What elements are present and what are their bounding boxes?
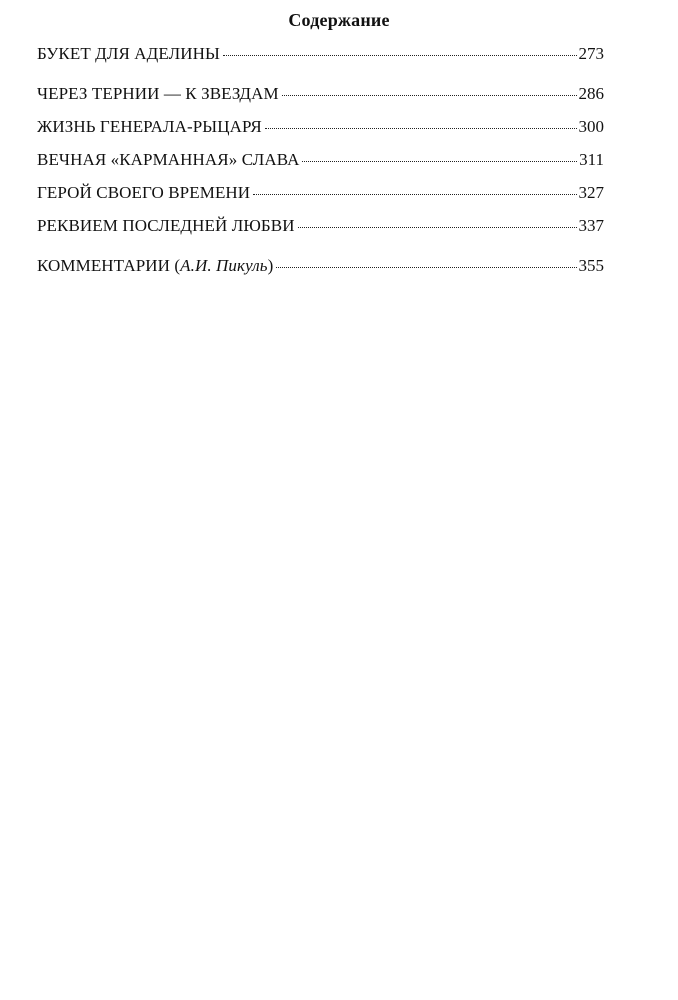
- toc-entry: [37, 216, 604, 236]
- toc-entry-page: 300: [578, 117, 604, 136]
- dot-leader: [265, 127, 577, 129]
- toc-entry: [37, 44, 604, 64]
- table-of-contents: [37, 44, 604, 276]
- dot-leader: [223, 54, 577, 56]
- dot-leader: [302, 160, 577, 162]
- toc-heading: Содержание: [288, 10, 390, 30]
- toc-entry-title: ГЕРОЙ СВОЕГО ВРЕМЕНИ: [37, 183, 251, 202]
- toc-entry-title-text: КОММЕНТАРИИ (: [37, 256, 181, 275]
- dot-leader: [276, 266, 576, 268]
- toc-entry-page: 273: [578, 44, 604, 63]
- toc-entry-title: ЖИЗНЬ ГЕНЕРАЛА-РЫЦАРЯ: [37, 117, 262, 136]
- toc-entry-page: 311: [579, 150, 604, 169]
- toc-entry-page: 355: [578, 256, 604, 275]
- toc-entry-title: РЕКВИЕМ ПОСЛЕДНЕЙ ЛЮБВИ: [37, 216, 295, 235]
- dot-leader: [282, 94, 577, 96]
- toc-entry-title-end: ): [267, 256, 274, 275]
- dot-leader: [253, 193, 576, 195]
- toc-entry-page: 327: [578, 183, 604, 202]
- toc-entry-title: ЧЕРЕЗ ТЕРНИИ — К ЗВЕЗДАМ: [37, 84, 279, 103]
- toc-entry-author: А.И. Пикуль: [180, 256, 268, 275]
- dot-leader: [298, 226, 577, 228]
- toc-entry: [37, 84, 604, 104]
- toc-entry-title: ВЕЧНАЯ «КАРМАННАЯ» СЛАВА: [37, 150, 300, 169]
- toc-entry: [37, 117, 604, 137]
- toc-entry-title: [37, 256, 273, 276]
- toc-entry: [37, 150, 604, 170]
- toc-entry: [37, 183, 604, 203]
- toc-entry-title: БУКЕТ ДЛЯ АДЕЛИНЫ: [37, 44, 220, 63]
- toc-entry-page: 286: [578, 84, 604, 103]
- toc-entry: [37, 256, 604, 276]
- toc-entry-page: 337: [578, 216, 604, 235]
